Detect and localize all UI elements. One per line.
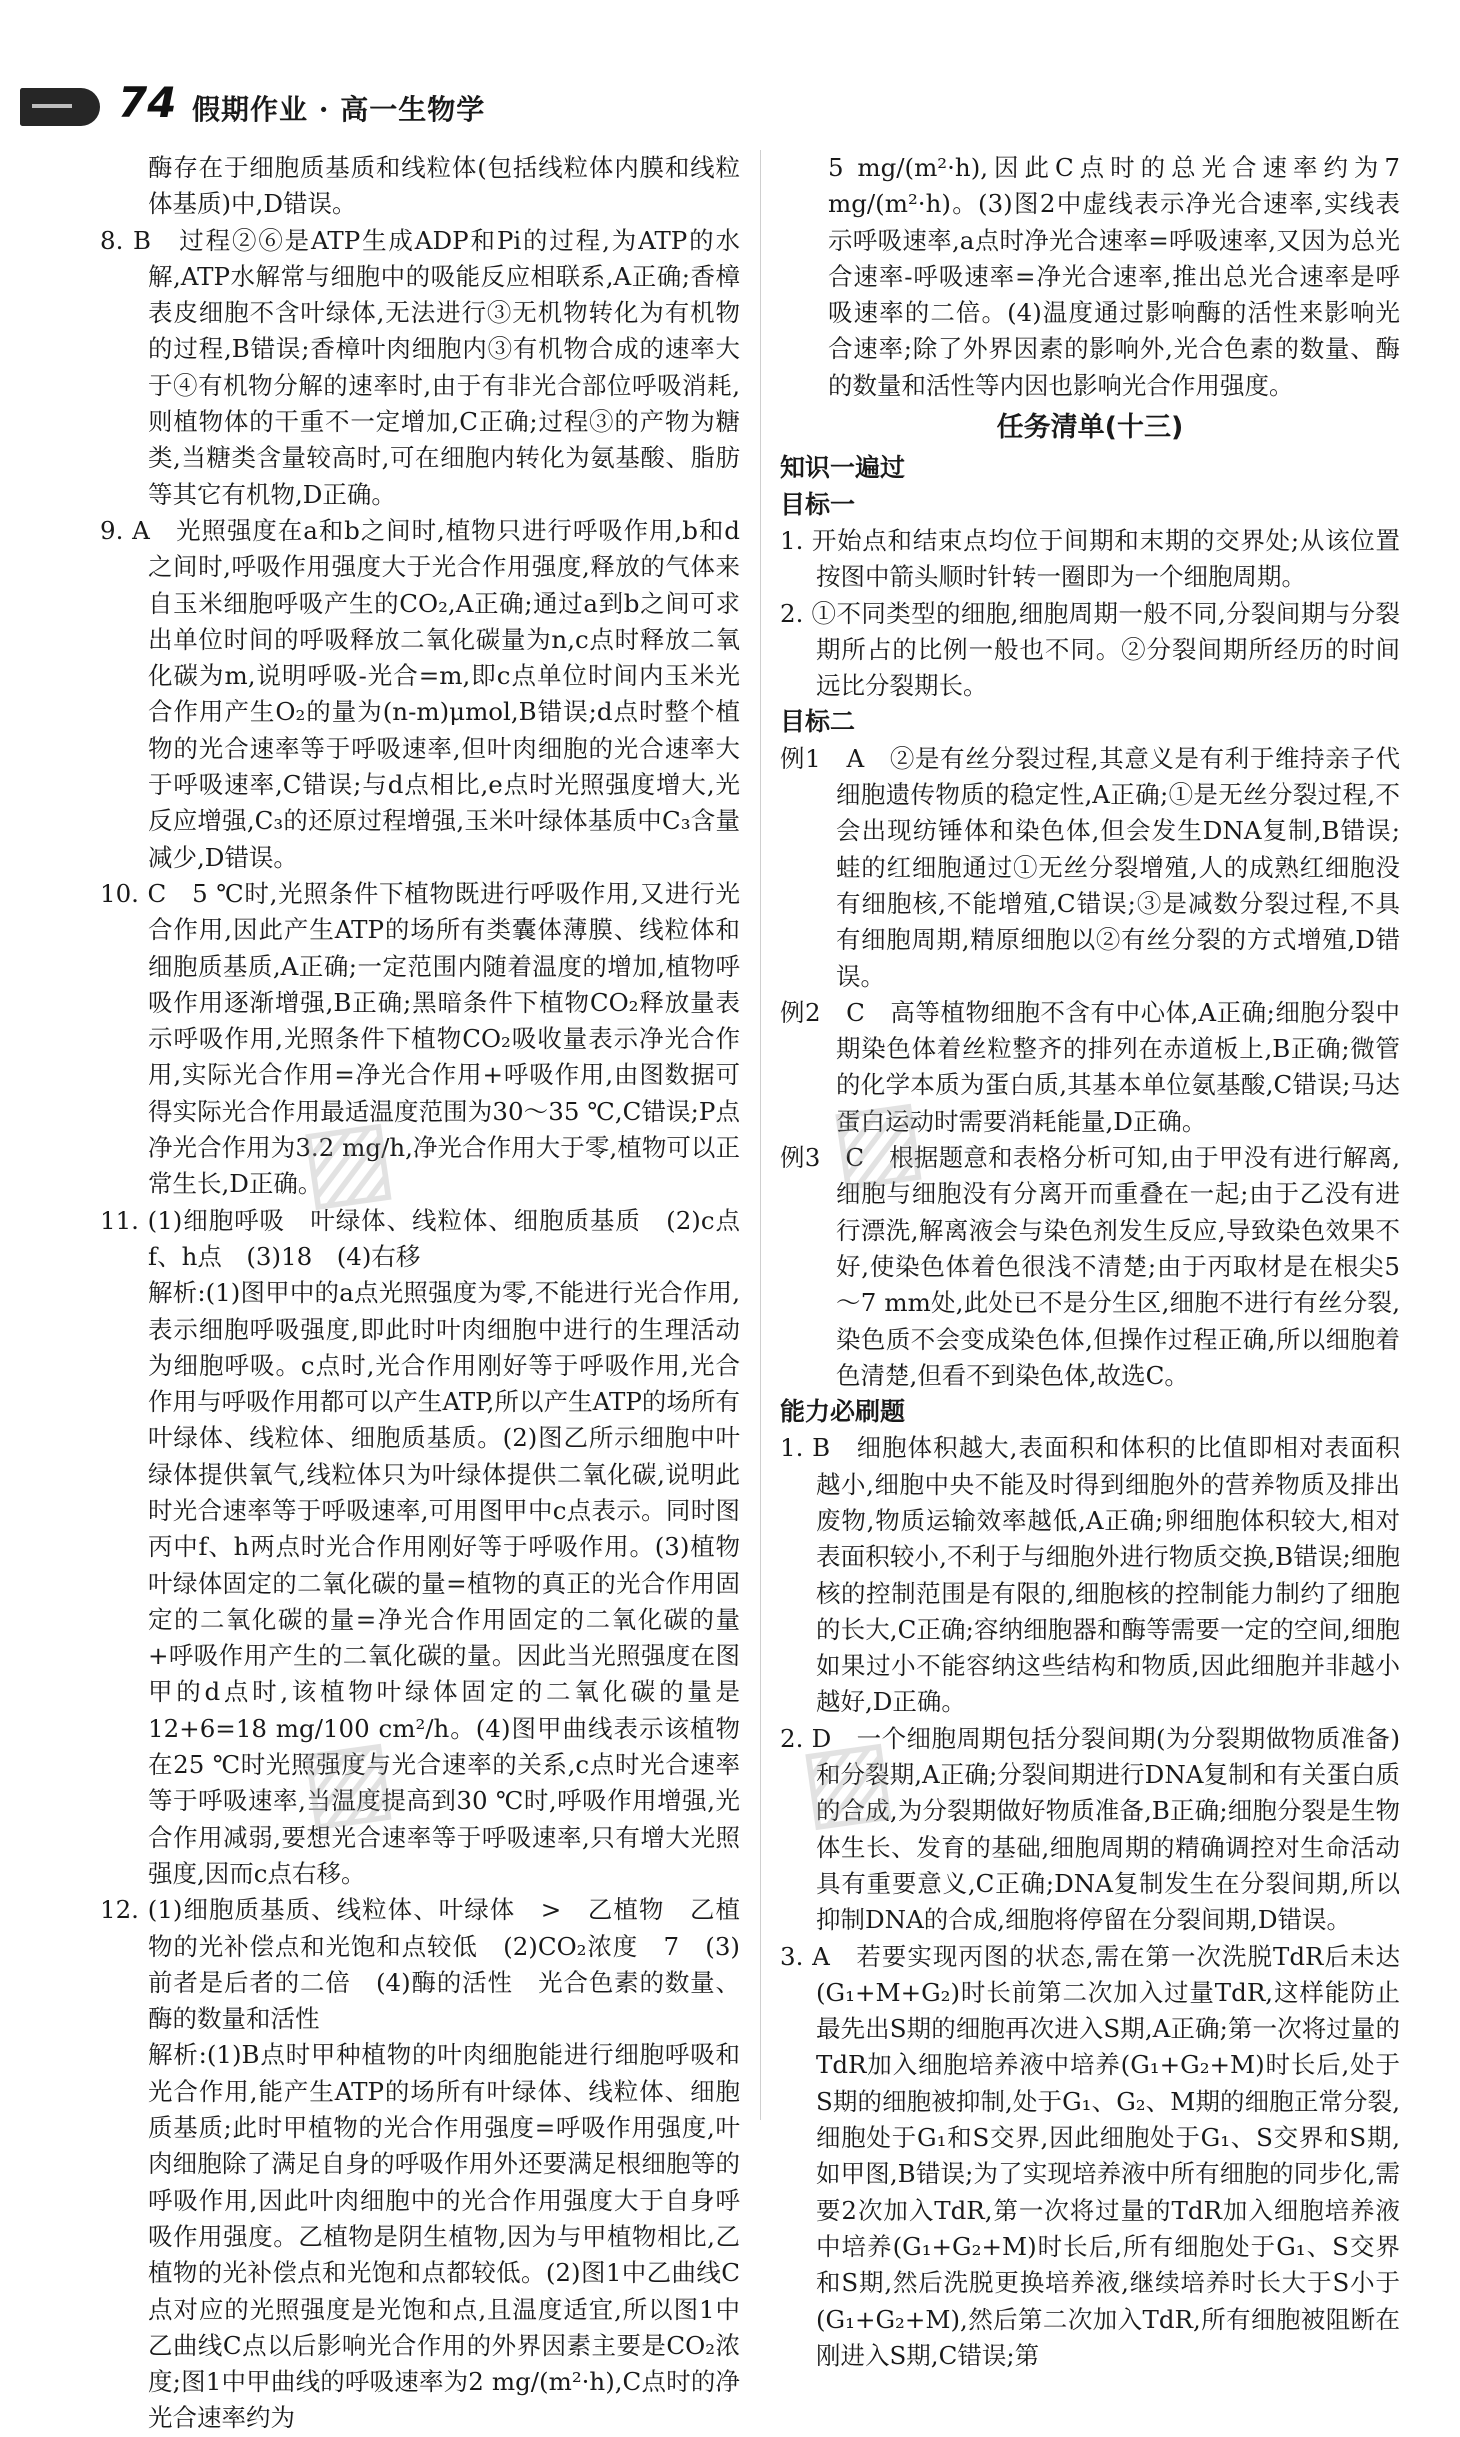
answer-paragraph: 10. C 5 ℃时,光照条件下植物既进行呼吸作用,又进行光合作用,因此产生ATP的场所有类囊体薄膜、线粒体和细胞质基质,A正确;一定范围内随着温度的增加,植物呼吸作用逐渐增强,B正确;黑暗条件下植物CO₂释放量表示呼吸作用,光照条件下植物CO₂吸收量表示净光合作用,实际光合作用=净光合作用+呼吸作用,由图数据可得实际光合作用最适温度范围为30～35 ℃,C错误;P点净光合作用为3.2 mg/h,净光合作用大于零,植物可以正常生长,D正确。 [100, 878, 740, 1199]
running-title: 假期作业 · 高一生物学 [192, 93, 486, 126]
column-divider [760, 150, 761, 2120]
answer-paragraph: 解析:(1)B点时甲种植物的叶肉细胞能进行细胞呼吸和光合作用,能产生ATP的场所有叶绿体、线粒体、细胞质基质;此时甲植物的光合作用强度=呼吸作用强度,叶肉细胞除了满足自身的呼吸作用外还要满足根细胞等的呼吸作用,因此叶肉细胞中的光合作用强度大于自身呼吸作用强度。乙植物是阴生植物,因为与甲植物相比,乙植物的光补偿点和光饱和点都较低。(2)图1中乙曲线C点对应的光照强度是光饱和点,且温度适宜,所以图1中乙曲线C点以后影响光合作用的外界因素主要是CO₂浓度;图1中甲曲线的呼吸速率为2 mg/(m²·h),C点时的净光合速率约为 [148, 2040, 740, 2433]
answer-paragraph: 例3 C 根据题意和表格分析可知,由于甲没有进行解离,细胞与细胞没有分离开而重叠在一起;由于乙没有进行漂洗,解离液会与染色剂发生反应,导致染色效果不好,使染色体着色很浅不清楚;由于丙取材是在根尖5～7 mm处,此处已不是分生区,细胞不进行有丝分裂,染色质不会变成染色体,但操作过程正确,所以细胞着色清楚,但看不到染色体,故选C。 [780, 1143, 1400, 1390]
answer-paragraph: 例2 C 高等植物细胞不含有中心体,A正确;细胞分裂中期染色体着丝粒整齐的排列在赤道板上,B正确;微管的化学本质为蛋白质,其基本单位氨基酸,C错误;马达蛋白运动时需要消耗能量,D正确。 [780, 997, 1400, 1136]
answer-paragraph: 1. 开始点和结束点均位于间期和末期的交界处;从该位置按图中箭头顺时针转一圈即为一个细胞周期。 [780, 525, 1400, 592]
answer-paragraph: 8. B 过程②⑥是ATP生成ADP和Pi的过程,为ATP的水解,ATP水解常与细胞中的吸能反应相联系,A正确;香樟表皮细胞不含叶绿体,无法进行③无机物转化为有机物的过程,B错误;香樟叶肉细胞内③有机物合成的速率大于④有机物分解的速率时,由于有非光合部位呼吸消耗,则植物体的干重不一定增加,C正确;过程③的产物为糖类,当糖类含量较高时,可在细胞内转化为氨基酸、脂肪等其它有机物,D正确。 [100, 225, 740, 509]
answer-paragraph: 11. (1)细胞呼吸 叶绿体、线粒体、细胞质基质 (2)c点 f、h点 (3)18 (4)右移 [100, 1205, 740, 1271]
answer-paragraph: 1. B 细胞体积越大,表面积和体积的比值即相对表面积越小,细胞中央不能及时得到细胞外的营养物质及排出废物,物质运输效率越低,A正确;卵细胞体积较大,相对表面积较小,不利于与细胞外进行物质交换,B错误;细胞核的控制范围是有限的,细胞核的控制能力制约了细胞的长大,C正确;容纳细胞器和酶等需要一定的空间,细胞如果过小不能容纳这些结构和物质,因此细胞并非越小越好,D正确。 [780, 1433, 1400, 1717]
answer-paragraph: 5 mg/(m²·h),因此C点时的总光合速率约为7 mg/(m²·h)。(3)图2中虚线表示净光合速率,实线表示呼吸速率,a点时净光合速率=呼吸速率,又因为总光合速率-呼吸速率=净光合速率,推出总光合速率是呼吸速率的二倍。(4)温度通过影响酶的活性来影响光合速率;除了外界因素的影响外,光合色素的数量、酶的数量和活性等内因也影响光合作用强度。 [828, 153, 1400, 400]
section-heading: 目标一 [780, 489, 856, 519]
watermark-mark: ▨ [292, 1713, 403, 1844]
watermark-mark: ▨ [822, 1073, 933, 1204]
watermark-mark: ▨ [292, 1093, 403, 1224]
section-heading: 能力必刷题 [780, 1397, 906, 1427]
section-heading: 知识一遍过 [780, 453, 906, 483]
watermark-mark: ▨ [792, 1713, 903, 1844]
answer-paragraph: 12. (1)细胞质基质、线粒体、叶绿体 > 乙植物 乙植物的光补偿点和光饱和点较低 (2)CO₂浓度 7 (3)前者是后者的二倍 (4)酶的活性 光合色素的数量、酶的数量和活性 [100, 1895, 740, 2034]
answer-paragraph: 例1 A ②是有丝分裂过程,其意义是有利于维持亲子代细胞遗传物质的稳定性,A正确;①是无丝分裂过程,不会出现纺锤体和染色体,但会发生DNA复制,B错误;蛙的红细胞通过①无丝分裂增殖,人的成熟红细胞没有细胞核,不能增殖,C错误;③是减数分裂过程,不具有细胞周期,精原细胞以②有丝分裂的方式增殖,D错误。 [780, 743, 1400, 991]
answer-paragraph: 9. A 光照强度在a和b之间时,植物只进行呼吸作用,b和d之间时,呼吸作用强度大于光合作用强度,释放的气体来自玉米细胞呼吸产生的CO₂,A正确;通过a到b之间可求出单位时间的呼吸释放二氧化碳量为n,c点时释放二氧化碳为m,说明呼吸-光合=m,即c点单位时间内玉米光合作用产生O₂的量为(n-m)μmol,B错误;d点时整个植物的光合速率等于呼吸速率,但叶肉细胞的光合速率大于呼吸速率,C错误;与d点相比,e点时光照强度增大,光反应增强,C₃的还原过程增强,玉米叶绿体基质中C₃含量减少,D错误。 [100, 515, 740, 872]
section-heading: 目标二 [780, 707, 856, 737]
answer-paragraph: 3. A 若要实现丙图的状态,需在第一次洗脱TdR后未达(G₁+M+G₂)时长前第二次加入过量TdR,这样能防止最先出S期的细胞再次进入S期,A正确;第一次将过量的TdR加入细胞培养液中培养(G₁+G₂+M)时长后,处于S期的细胞被抑制,处于G₁、G₂、M期的细胞正常分裂,细胞处于G₁和S交界,因此细胞处于G₁、S交界和S期,如甲图,B错误;为了实现培养液中所有细胞的同步化,需要2次加入TdR,第一次将过量的TdR加入细胞培养液中培养(G₁+G₂+M)时长后,所有细胞处于G₁、S交界和S期,然后洗脱更换培养液,继续培养时长大于S小于(G₁+G₂+M),然后第二次加入TdR,所有细胞被阻断在刚进入S期,C错误;第 [780, 1941, 1400, 2370]
section-heading: 任务清单(十三) [996, 412, 1184, 444]
answer-paragraph: 酶存在于细胞质基质和线粒体(包括线粒体内膜和线粒体基质)中,D错误。 [148, 153, 740, 219]
page-number: 74 [118, 78, 177, 127]
page-tab-mark [20, 88, 100, 126]
page-header [20, 70, 1440, 130]
answer-paragraph: 2. ①不同类型的细胞,细胞周期一般不同,分裂间期与分裂期所占的比例一般也不同。②分裂间期所经历的时间远比分裂期长。 [780, 598, 1400, 701]
answer-paragraph: 2. D 一个细胞周期包括分裂间期(为分裂期做物质准备)和分裂期,A正确;分裂间期进行DNA复制和有关蛋白质的合成,为分裂期做好物质准备,B正确;细胞分裂是生物体生长、发育的基础,细胞周期的精确调控对生命活动具有重要意义,C正确;DNA复制发生在分裂间期,所以抑制DNA的合成,细胞将停留在分裂间期,D错误。 [780, 1723, 1400, 1935]
right-column [780, 150, 1400, 2374]
answer-paragraph: 解析:(1)图甲中的a点光照强度为零,不能进行光合作用,表示细胞呼吸强度,即此时叶肉细胞中进行的生理活动为细胞呼吸。c点时,光合作用刚好等于呼吸作用,光合作用与呼吸作用都可以产生ATP,所以产生ATP的场所有叶绿体、线粒体、细胞质基质。(2)图乙所示细胞中叶绿体提供氧气,线粒体只为叶绿体提供二氧化碳,说明此时光合速率等于呼吸速率,可用图甲中c点表示。同时图丙中f、h两点时光合作用刚好等于呼吸作用。(3)植物叶绿体固定的二氧化碳的量=植物的真正的光合作用固定的二氧化碳的量=净光合作用固定的二氧化碳的量+呼吸作用产生的二氧化碳的量。因此当光照强度在图甲的d点时,该植物叶绿体固定的二氧化碳的量是12+6=18 mg/100 cm²/h。(4)图甲曲线表示该植物在25 ℃时光照强度与光合速率的关系,c点时光合速率等于呼吸速率,当温度提高到30 ℃时,呼吸作用增强,光合作用减弱,要想光合速率等于呼吸速率,只有增大光照强度,因而c点右移。 [148, 1278, 740, 1888]
left-column [100, 150, 740, 2437]
